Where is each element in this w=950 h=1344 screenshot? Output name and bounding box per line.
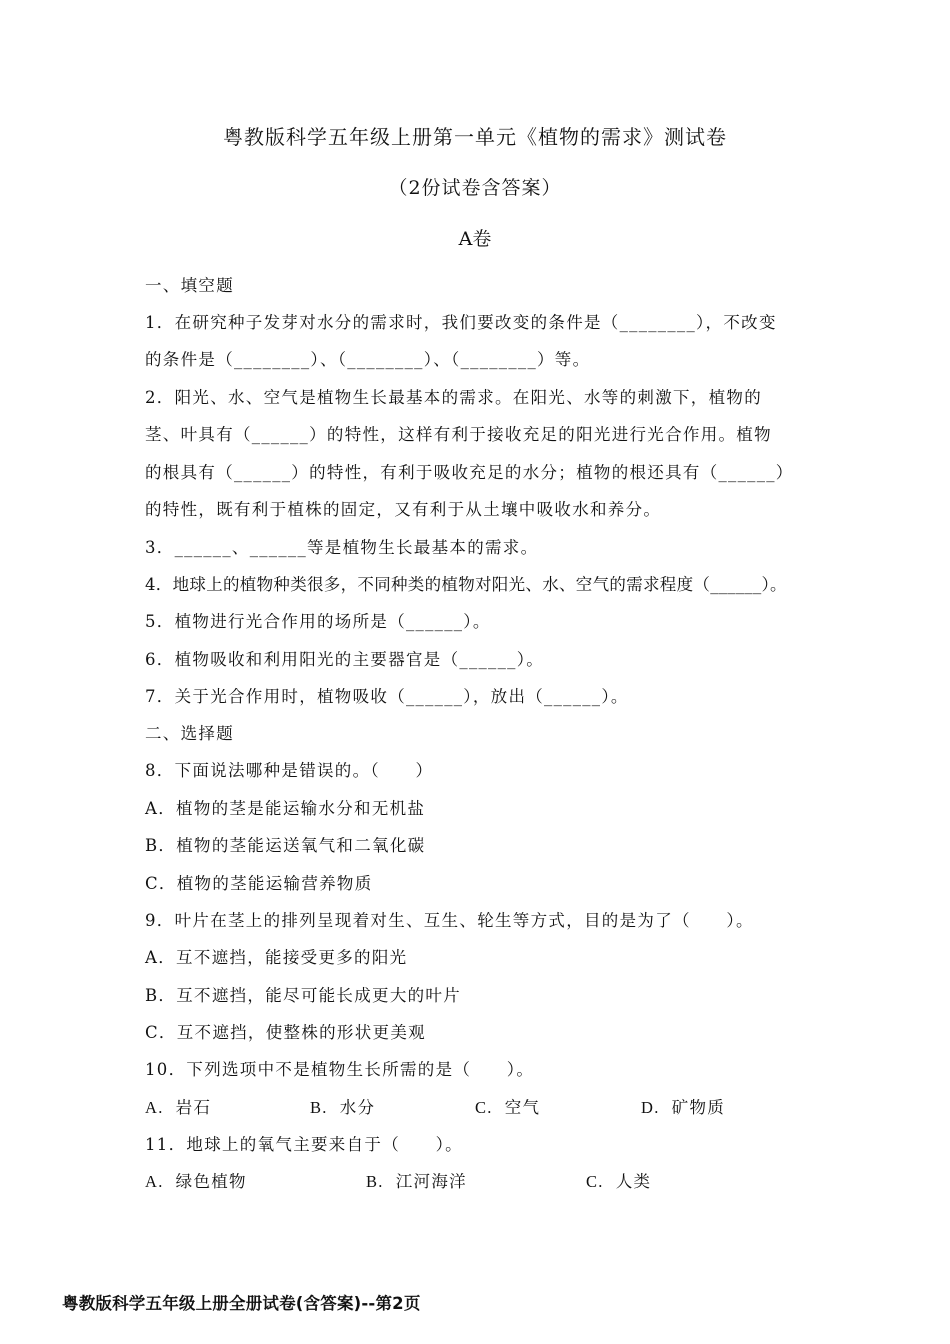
option-key: D. [641,1098,660,1117]
question-8-option-b: B．植物的茎能运送氧气和二氧化碳 [145,836,426,855]
question-2-line-2: 茎、叶具有（______）的特性，这样有利于接收充足的阳光进行光合作用。植物 [145,425,772,444]
question-9-option-b: B．互不遮挡，能尽可能长成更大的叶片 [145,986,462,1005]
question-8-option-a: A．植物的茎是能运输水分和无机盐 [145,799,426,818]
question-3: 3．______、______等是植物生长最基本的需求。 [145,538,539,557]
option-text: 空气 [504,1098,541,1117]
question-4: 4．地球上的植物种类很多，不同种类的植物对阳光、水、空气的需求程度（______）。 [145,575,787,594]
option-key: A. [145,1172,164,1191]
question-9: 9．叶片在茎上的排列呈现着对生、互生、轮生等方式，目的是为了（ ）。 [145,911,754,930]
section-heading-multiple-choice: 二、选择题 [145,724,234,743]
question-10-option-b [310,1094,375,1118]
question-10-option-c [475,1094,540,1118]
document-title: 粤教版科学五年级上册第一单元《植物的需求》测试卷 [223,125,727,149]
question-11-option-a [145,1168,247,1192]
question-8-option-c: C．植物的茎能运输营养物质 [145,874,373,893]
option-key: C. [475,1098,493,1117]
question-8: 8．下面说法哪种是错误的。（ ） [145,761,434,780]
question-7: 7．关于光合作用时，植物吸收（______），放出（______）。 [145,687,629,706]
question-6: 6．植物吸收和利用阳光的主要器官是（______）。 [145,650,545,669]
option-text: 人类 [615,1172,652,1191]
option-text: 江河海洋 [395,1172,467,1191]
page-footer: 粤教版科学五年级上册全册试卷(含答案)--第2页 [62,1294,421,1313]
question-11-option-b [366,1168,467,1192]
question-1-line-2: 的条件是（________）、（________）、（________）等。 [145,350,591,369]
option-text: 矿物质 [671,1098,726,1117]
question-10: 10．下列选项中不是植物生长所需的是（ ）。 [145,1060,535,1079]
question-9-option-c: C．互不遮挡，使整株的形状更美观 [145,1023,426,1042]
question-2-line-1: 2．阳光、水、空气是植物生长最基本的需求。在阳光、水等的刺激下，植物的 [145,388,762,407]
document-subtitle: （2份试卷含答案） [388,177,562,199]
option-text: 绿色植物 [175,1172,247,1191]
option-key: A. [145,1098,164,1117]
option-key: C. [586,1172,604,1191]
question-1-line-1: 1．在研究种子发芽对水分的需求时，我们要改变的条件是（________），不改变 [145,313,777,332]
question-10-option-a [145,1094,211,1118]
question-2-line-3: 的根具有（______）的特性，有利于吸收充足的水分；植物的根还具有（______） [145,463,794,482]
question-11-option-c [586,1168,651,1192]
question-9-option-a: A．互不遮挡，能接受更多的阳光 [145,948,408,967]
section-label: A卷 [458,228,492,250]
question-11: 11．地球上的氧气主要来自于（ ）。 [145,1135,463,1154]
option-key: B. [366,1172,384,1191]
section-heading-fill-blank: 一、填空题 [145,276,234,295]
option-key: B. [310,1098,328,1117]
question-10-option-d [641,1094,725,1118]
option-text: 岩石 [175,1098,212,1117]
option-text: 水分 [339,1098,376,1117]
question-2-line-4: 的特性，既有利于植株的固定，又有利于从土壤中吸收水和养分。 [145,500,662,519]
question-5: 5．植物进行光合作用的场所是（______）。 [145,612,491,631]
